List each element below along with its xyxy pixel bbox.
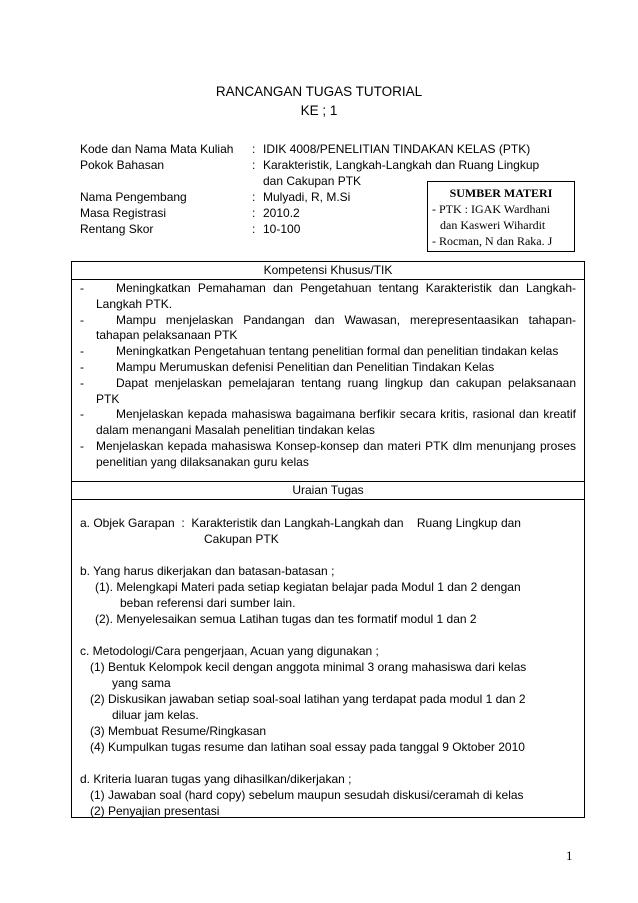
- list-item-text: Dapat menjelaskan pemelajaran tentang ruang lingkup dan cakupan pelaksanaan PTK: [96, 375, 576, 406]
- meta-label: Kode dan Nama Mata Kuliah: [80, 142, 234, 156]
- sumber-heading: SUMBER MATERI: [449, 186, 553, 200]
- list-item: [80, 313, 576, 345]
- list-item-text: Meningkatkan Pemahaman dan Pengetahuan tentang Karakteristik dan Langkah-Langkah PTK.: [96, 281, 576, 311]
- meta-colon: :: [252, 222, 256, 236]
- uraian-body: [72, 500, 584, 819]
- bullet-dash: -: [80, 312, 84, 327]
- meta-value: Karakteristik, Langkah-Langkah dan Ruang Lingkup: [263, 158, 540, 172]
- sumber-line: dan Kasweri Wihardit: [440, 218, 546, 232]
- kompetensi-section: [71, 261, 585, 482]
- task-c1: (1) Bentuk Kelompok kecil dengan anggota minimal 3 orang mahasiswa dari kelas: [90, 660, 527, 674]
- list-item-text: Meningkatkan Pengetahuan tentang penelitian formal dan penelitian tindakan kelas: [116, 344, 559, 359]
- task-c2-cont: diluar jam kelas.: [112, 708, 199, 722]
- list-item: [80, 376, 576, 408]
- task-c2: (2) Diskusikan jawaban setiap soal-soal latihan yang terdapat pada modul 1 dan 2: [90, 692, 526, 706]
- kompetensi-list: [72, 280, 584, 471]
- bullet-dash: -: [80, 438, 84, 453]
- task-b1-cont: beban referensi dari sumber lain.: [120, 596, 296, 610]
- uraian-heading: Uraian Tugas: [72, 482, 584, 500]
- list-item: [80, 439, 576, 471]
- list-item-text: Mampu menjelaskan Pandangan dan Wawasan, merepresentaasikan tahapan-tahapan pelaksanaan PTK: [96, 312, 576, 343]
- title-line-2: KE ; 1: [300, 103, 338, 118]
- task-b2: (2). Menyelesaikan semua Latihan tugas dan tes formatif modul 1 dan 2: [95, 612, 477, 626]
- task-b1: (1). Melengkapi Materi pada setiap kegiatan belajar pada Modul 1 dan 2 dengan: [95, 580, 521, 594]
- sumber-materi-box: [427, 181, 575, 252]
- list-item: [80, 281, 576, 313]
- meta-colon: :: [252, 190, 256, 204]
- document-title: [0, 82, 638, 120]
- section-b-heading: b. Yang harus dikerjakan dan batasan-batasan ;: [80, 564, 335, 578]
- list-item: [80, 360, 576, 376]
- meta-label: Masa Registrasi: [80, 206, 167, 220]
- section-c-heading: c. Metodologi/Cara pengerjaan, Acuan yang digunakan ;: [80, 644, 379, 658]
- meta-value: IDIK 4008/PENELITIAN TINDAKAN KELAS (PTK): [263, 142, 531, 156]
- objek-garapan: a. Objek Garapan : Karakteristik dan Langkah-Langkah dan Ruang Lingkup dan: [80, 516, 521, 530]
- task-d1: (1) Jawaban soal (hard copy) sebelum maupun sesudah diskusi/ceramah di kelas: [90, 788, 524, 802]
- task-d2: (2) Penyajian presentasi: [90, 804, 220, 818]
- task-c4: (4) Kumpulkan tugas resume dan latihan soal essay pada tanggal 9 Oktober 2010: [90, 740, 525, 754]
- page-number: 1: [566, 848, 573, 863]
- task-c1-cont: yang sama: [112, 676, 171, 690]
- meta-value: Mulyadi, R, M.Si: [263, 190, 351, 204]
- kompetensi-heading: Kompetensi Khusus/TIK: [72, 262, 584, 280]
- bullet-dash: -: [80, 375, 84, 390]
- list-item: [80, 344, 576, 360]
- sumber-line: - PTK : IGAK Wardhani: [432, 202, 551, 216]
- bullet-dash: -: [80, 407, 84, 422]
- meta-value: 2010.2: [263, 206, 300, 220]
- title-line-1: RANCANGAN TUGAS TUTORIAL: [215, 84, 423, 99]
- list-item-text: Menjelaskan kepada mahasiswa bagaimana berfikir secara kritis, rasional dan kreatif dalam menangani Masalah penelitian tindakan kelas: [96, 407, 576, 438]
- meta-colon: :: [252, 142, 256, 156]
- bullet-dash: -: [80, 359, 84, 374]
- meta-value: 10-100: [263, 222, 301, 236]
- objek-garapan-cont: Cakupan PTK: [204, 532, 279, 546]
- list-item-text: Menjelaskan kepada mahasiswa Konsep-konsep dan materi PTK dlm menunjang proses penelitian yang dilaksanakan guru kelas: [96, 438, 576, 469]
- meta-label: Rentang Skor: [80, 222, 154, 236]
- list-item: [80, 407, 576, 439]
- section-d-heading: d. Kriteria luaran tugas yang dihasilkan/dikerjakan ;: [80, 772, 352, 786]
- task-c3: (3) Membuat Resume/Ringkasan: [90, 724, 267, 738]
- meta-row-kode: [80, 141, 580, 157]
- meta-label: Pokok Bahasan: [80, 158, 165, 172]
- meta-colon: :: [252, 158, 256, 172]
- meta-row-pokok-bahasan: [80, 157, 580, 173]
- sumber-line: - Rocman, N dan Raka. J: [432, 234, 553, 248]
- meta-label: Nama Pengembang: [80, 190, 187, 204]
- meta-value: dan Cakupan PTK: [263, 174, 362, 188]
- uraian-tugas-section: [71, 482, 585, 818]
- bullet-dash: -: [80, 281, 84, 295]
- meta-colon: :: [252, 206, 256, 220]
- list-item-text: Mampu Merumuskan defenisi Penelitian dan Penelitian Tindakan Kelas: [116, 359, 495, 374]
- bullet-dash: -: [80, 344, 84, 359]
